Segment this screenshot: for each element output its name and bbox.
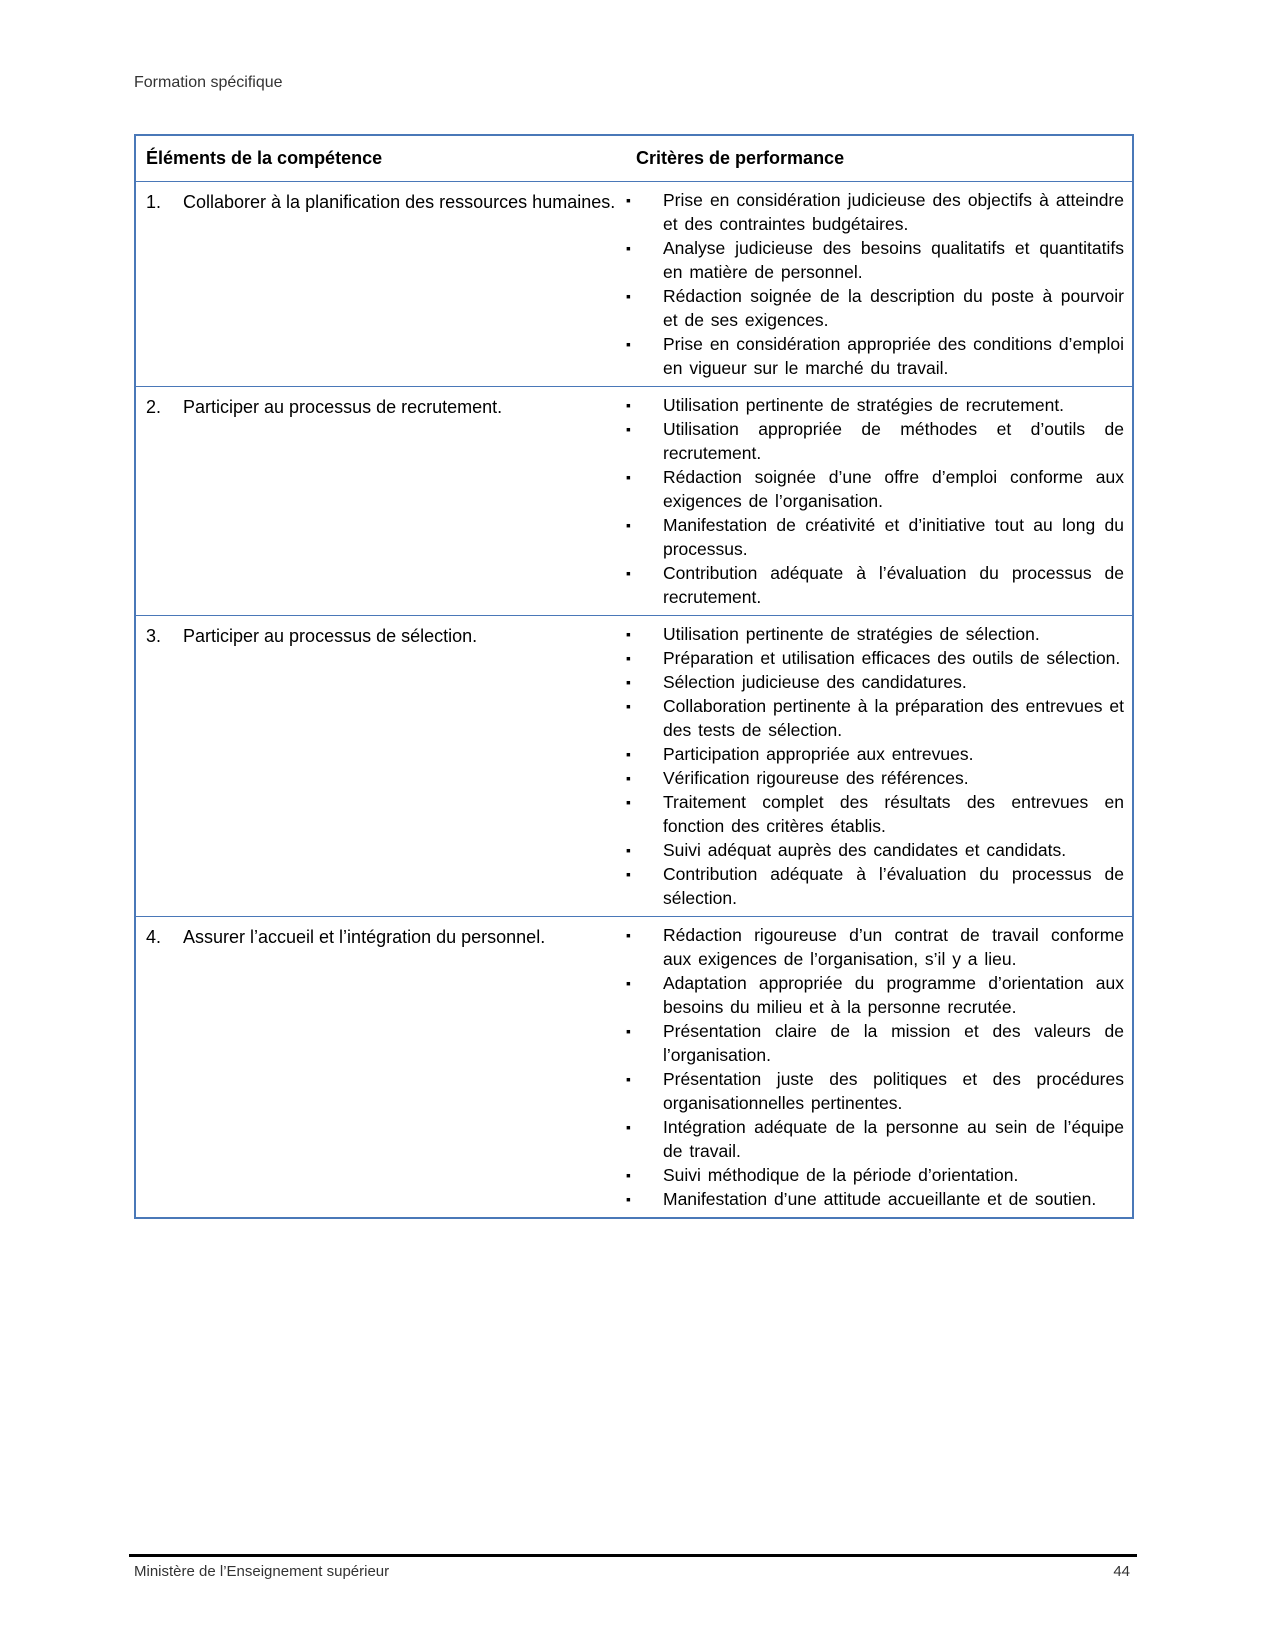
element-number: 1. <box>146 192 162 212</box>
criteria-item <box>626 417 1124 465</box>
criteria-text: Contribution adéquate à l’évaluation du processus de sélection. <box>663 864 1124 908</box>
criteria-item <box>626 790 1124 838</box>
criteria-text: Analyse judicieuse des besoins qualitatifs et quantitatifs en matière de personnel. <box>663 238 1124 282</box>
criteria-text: Collaboration pertinente à la préparation des entrevues et des tests de sélection. <box>663 696 1124 740</box>
element-text: Participer au processus de sélection. <box>183 626 478 646</box>
criteria-text: Manifestation de créativité et d’initiative tout au long du processus. <box>663 515 1124 559</box>
square-bullet-icon: ▪ <box>626 565 631 581</box>
footer-divider <box>129 1554 1137 1557</box>
element-text: Collaborer à la planification des ressources humaines. <box>183 192 616 212</box>
square-bullet-icon: ▪ <box>626 842 631 858</box>
criteria-text: Traitement complet des résultats des entrevues en fonction des critères établis. <box>663 792 1124 836</box>
criteria-item <box>626 1067 1124 1115</box>
page-number: 44 <box>1113 1563 1130 1580</box>
criteria-text: Prise en considération appropriée des conditions d’emploi en vigueur sur le marché du travail. <box>663 334 1124 378</box>
square-bullet-icon: ▪ <box>626 866 631 882</box>
criteria-item <box>626 465 1124 513</box>
square-bullet-icon: ▪ <box>626 288 631 304</box>
square-bullet-icon: ▪ <box>626 1167 631 1183</box>
square-bullet-icon: ▪ <box>626 1023 631 1039</box>
table-body <box>136 182 1132 1217</box>
competence-table <box>134 134 1134 1219</box>
criteria-text: Vérification rigoureuse des références. <box>663 768 969 788</box>
criteria-item <box>626 188 1124 236</box>
square-bullet-icon: ▪ <box>626 794 631 810</box>
criteria-text: Rédaction soignée de la description du poste à pourvoir et de ses exigences. <box>663 286 1124 330</box>
criteria-text: Utilisation pertinente de stratégies de sélection. <box>663 624 1040 644</box>
criteria-list <box>626 393 1124 609</box>
criteria-text: Préparation et utilisation efficaces des outils de sélection. <box>663 648 1121 668</box>
criteria-item <box>626 561 1124 609</box>
square-bullet-icon: ▪ <box>626 517 631 533</box>
criteria-item <box>626 1163 1124 1187</box>
criteria-cell <box>626 616 1132 916</box>
criteria-text: Intégration adéquate de la personne au sein de l’équipe de travail. <box>663 1117 1124 1161</box>
criteria-text: Présentation juste des politiques et des procédures organisationnelles pertinentes. <box>663 1069 1124 1113</box>
square-bullet-icon: ▪ <box>626 626 631 642</box>
square-bullet-icon: ▪ <box>626 1191 631 1207</box>
criteria-item <box>626 1019 1124 1067</box>
square-bullet-icon: ▪ <box>626 192 631 208</box>
criteria-cell <box>626 387 1132 615</box>
criteria-item <box>626 1187 1124 1211</box>
col-criteria-title: Critères de performance <box>636 148 845 168</box>
square-bullet-icon: ▪ <box>626 1071 631 1087</box>
table-row <box>136 616 1132 917</box>
criteria-text: Adaptation appropriée du programme d’orientation aux besoins du milieu et à la personne recrutée. <box>663 973 1124 1017</box>
square-bullet-icon: ▪ <box>626 240 631 256</box>
criteria-text: Contribution adéquate à l’évaluation du processus de recrutement. <box>663 563 1124 607</box>
criteria-item <box>626 513 1124 561</box>
element-cell <box>136 182 626 386</box>
criteria-item <box>626 694 1124 742</box>
criteria-item <box>626 766 1124 790</box>
criteria-text: Rédaction soignée d’une offre d’emploi conforme aux exigences de l’organisation. <box>663 467 1124 511</box>
square-bullet-icon: ▪ <box>626 927 631 943</box>
col-elements-title: Éléments de la compétence <box>146 148 383 168</box>
criteria-item <box>626 1115 1124 1163</box>
criteria-item <box>626 923 1124 971</box>
element-cell <box>136 387 626 615</box>
square-bullet-icon: ▪ <box>626 469 631 485</box>
square-bullet-icon: ▪ <box>626 421 631 437</box>
criteria-item <box>626 332 1124 380</box>
criteria-item <box>626 622 1124 646</box>
criteria-item <box>626 742 1124 766</box>
criteria-cell <box>626 917 1132 1217</box>
table-row <box>136 387 1132 616</box>
criteria-list <box>626 923 1124 1211</box>
footer-ministry: Ministère de l’Enseignement supérieur <box>134 1563 390 1580</box>
table-row <box>136 917 1132 1217</box>
square-bullet-icon: ▪ <box>626 1119 631 1135</box>
criteria-item <box>626 393 1124 417</box>
criteria-text: Présentation claire de la mission et des valeurs de l’organisation. <box>663 1021 1124 1065</box>
table-header <box>136 136 1132 182</box>
square-bullet-icon: ▪ <box>626 336 631 352</box>
criteria-text: Rédaction rigoureuse d’un contrat de travail conforme aux exigences de l’organisation, s’il y a lieu. <box>663 925 1124 969</box>
criteria-text: Utilisation appropriée de méthodes et d’outils de recrutement. <box>663 419 1124 463</box>
criteria-text: Sélection judicieuse des candidatures. <box>663 672 967 692</box>
criteria-item <box>626 670 1124 694</box>
square-bullet-icon: ▪ <box>626 397 631 413</box>
element-number: 4. <box>146 927 162 947</box>
square-bullet-icon: ▪ <box>626 770 631 786</box>
element-text: Participer au processus de recrutement. <box>183 397 503 417</box>
criteria-list <box>626 188 1124 380</box>
criteria-item <box>626 284 1124 332</box>
criteria-item <box>626 971 1124 1019</box>
criteria-text: Suivi méthodique de la période d’orientation. <box>663 1165 1019 1185</box>
element-text: Assurer l’accueil et l’intégration du personnel. <box>183 927 546 947</box>
element-cell <box>136 917 626 1217</box>
square-bullet-icon: ▪ <box>626 650 631 666</box>
element-cell <box>136 616 626 916</box>
criteria-text: Utilisation pertinente de stratégies de recrutement. <box>663 395 1065 415</box>
criteria-item <box>626 646 1124 670</box>
criteria-text: Prise en considération judicieuse des objectifs à atteindre et des contraintes budgétaires. <box>663 190 1124 234</box>
criteria-item <box>626 862 1124 910</box>
element-number: 3. <box>146 626 162 646</box>
square-bullet-icon: ▪ <box>626 746 631 762</box>
section-label: Formation spécifique <box>134 74 283 91</box>
criteria-text: Suivi adéquat auprès des candidates et candidats. <box>663 840 1067 860</box>
criteria-item <box>626 838 1124 862</box>
element-number: 2. <box>146 397 162 417</box>
square-bullet-icon: ▪ <box>626 674 631 690</box>
criteria-text: Participation appropriée aux entrevues. <box>663 744 974 764</box>
criteria-item <box>626 236 1124 284</box>
criteria-text: Manifestation d’une attitude accueillante et de soutien. <box>663 1189 1097 1209</box>
square-bullet-icon: ▪ <box>626 698 631 714</box>
table-row <box>136 182 1132 387</box>
square-bullet-icon: ▪ <box>626 975 631 991</box>
criteria-cell <box>626 182 1132 386</box>
criteria-list <box>626 622 1124 910</box>
